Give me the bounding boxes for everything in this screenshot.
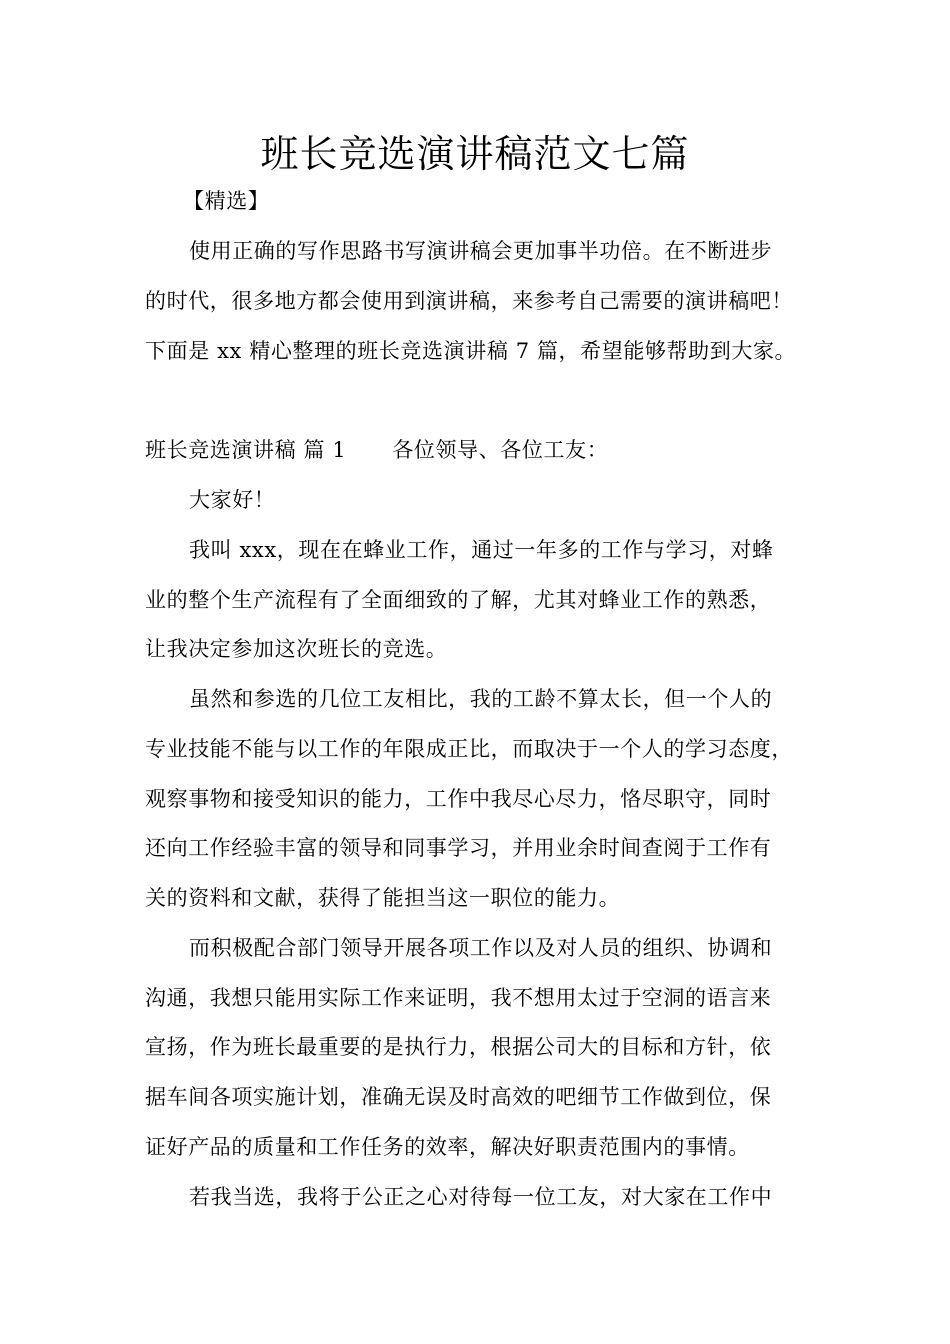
section-greeting: 各位领导、各位工友： (392, 438, 609, 462)
paragraph-line: 虽然和参选的几位工友相比，我的工龄不算太长，但一个人的 (189, 687, 773, 711)
intro-line: 下面是 xx 精心整理的班长竞选演讲稿 7 篇，希望能够帮助到大家。 (145, 339, 797, 363)
paragraph-line: 关的资料和文献，获得了能担当这一职位的能力。 (145, 886, 621, 910)
paragraph-line: 业的整个生产流程有了全面细致的了解，尤其对蜂业工作的熟悉， (145, 588, 772, 612)
paragraph-line: 沟通，我想只能用实际工作来证明，我不想用太过于空洞的语言来 (145, 986, 772, 1010)
hello-line: 大家好！ (189, 488, 276, 512)
paragraph-line: 宣扬，作为班长最重要的是执行力，根据公司大的目标和方针，依 (145, 1035, 772, 1059)
paragraph-line: 若我当选，我将于公正之心对待每一位工友，对大家在工作中 (189, 1185, 773, 1209)
paragraph-line: 我叫 xxx，现在在蜂业工作，通过一年多的工作与学习，对蜂 (189, 538, 774, 562)
paragraph-line: 而积极配合部门领导开展各项工作以及对人员的组织、协调和 (189, 936, 773, 960)
selected-tag: 【精选】 (183, 189, 270, 213)
paragraph-line: 证好产品的质量和工作任务的效率，解决好职责范围内的事情。 (145, 1135, 750, 1159)
paragraph-line: 让我决定参加这次班长的竞选。 (145, 637, 448, 661)
intro-line: 的时代，很多地方都会使用到演讲稿，来参考自己需要的演讲稿吧！ (145, 289, 793, 313)
section-heading-line (145, 435, 608, 465)
paragraph-line: 据车间各项实施计划，准确无误及时高效的吧细节工作做到位，保 (145, 1085, 772, 1109)
paragraph-line: 观察事物和接受知识的能力，工作中我尽心尽力，恪尽职守，同时 (145, 787, 772, 811)
intro-line: 使用正确的写作思路书写演讲稿会更加事半功倍。在不断进步 (189, 239, 773, 263)
section-heading: 班长竞选演讲稿 篇 1 (145, 438, 347, 462)
paragraph-line: 专业技能不能与以工作的年限成正比，而取决于一个人的学习态度， (145, 737, 793, 761)
document-title: 班长竞选演讲稿范文七篇 (260, 132, 690, 176)
paragraph-line: 还向工作经验丰富的领导和同事学习，并用业余时间查阅于工作有 (145, 836, 772, 860)
